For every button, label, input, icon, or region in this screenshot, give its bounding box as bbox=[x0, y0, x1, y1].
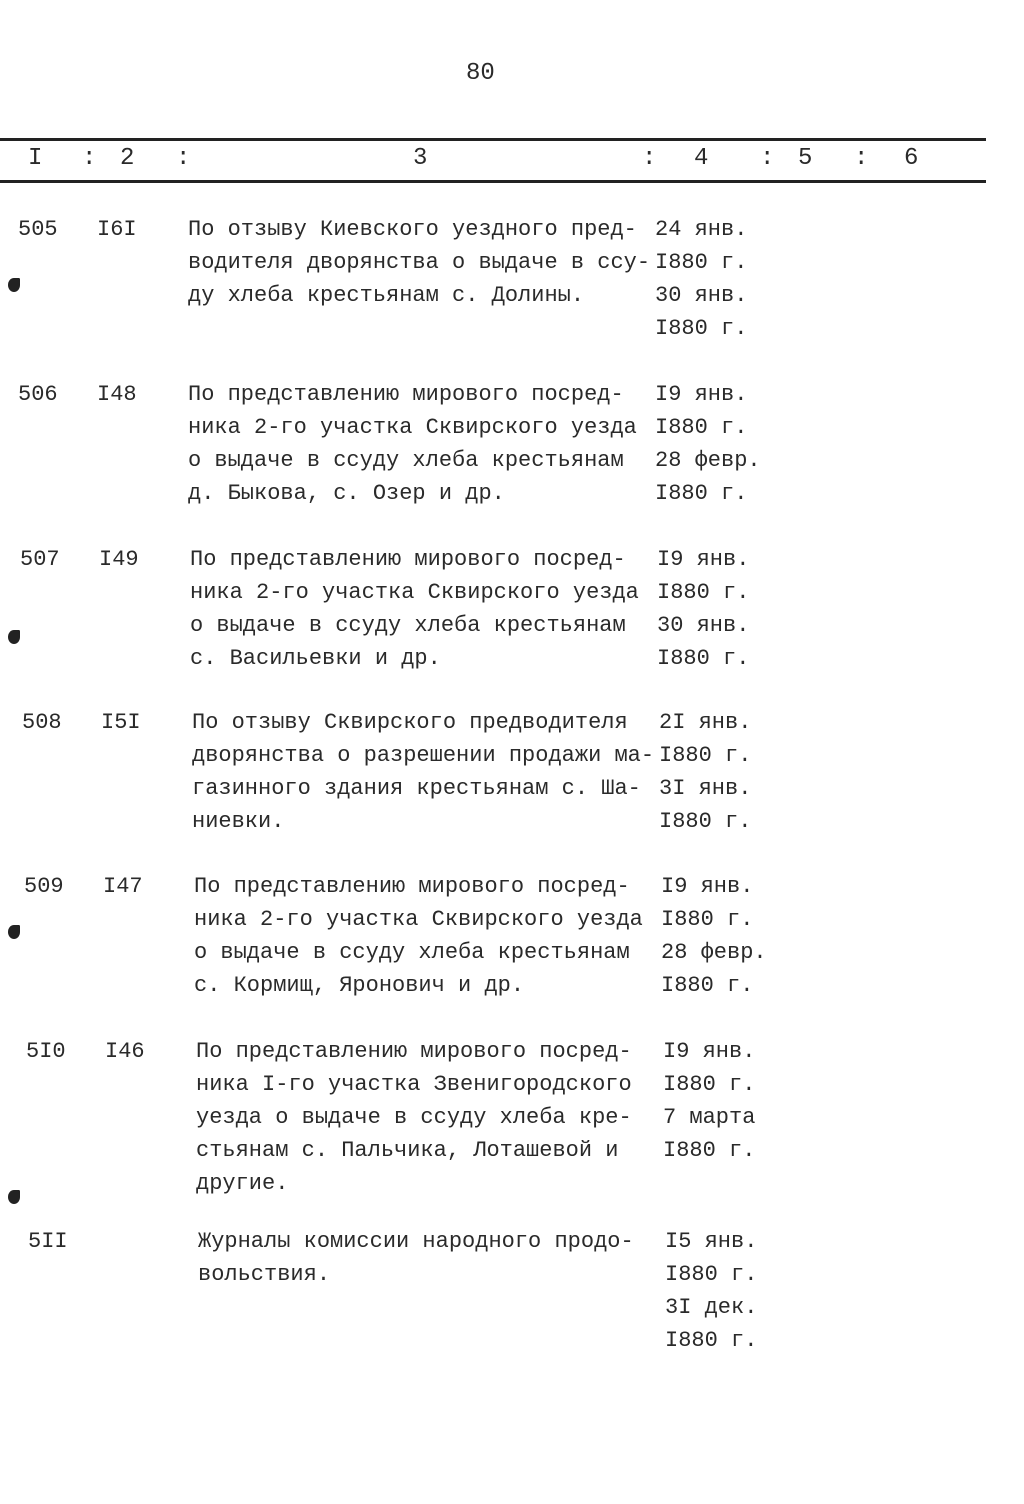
date-line: I880 г. bbox=[661, 907, 754, 932]
record-description bbox=[190, 543, 639, 675]
record-description bbox=[198, 1225, 634, 1291]
col-header-5: 5 bbox=[798, 145, 813, 172]
description-line: другие. bbox=[196, 1171, 289, 1196]
date-line: 3I янв. bbox=[659, 776, 752, 801]
description-line: с. Васильевки и др. bbox=[190, 646, 441, 671]
record-dates bbox=[659, 706, 751, 838]
date-line: 30 янв. bbox=[657, 613, 750, 638]
description-line: о выдаче в ссуду хлеба крестьянам bbox=[194, 940, 630, 965]
date-line: 2I янв. bbox=[659, 710, 752, 735]
record-number: 509 bbox=[24, 874, 64, 899]
record-number: 507 bbox=[20, 547, 60, 572]
date-line: 7 марта bbox=[663, 1105, 756, 1130]
description-line: ника I-го участка Звенигородского bbox=[196, 1072, 632, 1097]
page-number: 80 bbox=[466, 60, 495, 87]
description-line: о выдаче в ссуду хлеба крестьянам bbox=[188, 448, 624, 473]
description-line: ника 2-го участка Сквирского уезда bbox=[194, 907, 643, 932]
date-line: I880 г. bbox=[663, 1138, 756, 1163]
date-line: I880 г. bbox=[655, 481, 748, 506]
record-dates bbox=[655, 378, 761, 510]
record-description bbox=[194, 870, 643, 1002]
description-line: ду хлеба крестьянам с. Долины. bbox=[188, 283, 585, 308]
col-sep: : bbox=[760, 145, 775, 172]
date-line: I9 янв. bbox=[655, 382, 748, 407]
description-line: По представлению мирового посред- bbox=[190, 547, 626, 572]
record-dates bbox=[655, 213, 747, 345]
description-line: о выдаче в ссуду хлеба крестьянам bbox=[190, 613, 626, 638]
record-dates bbox=[663, 1035, 755, 1167]
date-line: I880 г. bbox=[665, 1262, 758, 1287]
description-line: По представлению мирового посред- bbox=[194, 874, 630, 899]
date-line: 3I дек. bbox=[665, 1295, 758, 1320]
col-header-3: 3 bbox=[413, 145, 428, 172]
punch-mark-icon bbox=[8, 1190, 20, 1204]
date-line: I880 г. bbox=[659, 743, 752, 768]
record-description bbox=[188, 213, 650, 312]
date-line: 24 янв. bbox=[655, 217, 748, 242]
description-line: водителя дворянства о выдаче в ссу- bbox=[188, 250, 651, 275]
col-header-6: 6 bbox=[904, 145, 919, 172]
description-line: дворянства о разрешении продажи ма- bbox=[192, 743, 655, 768]
col-sep: : bbox=[176, 145, 191, 172]
col-sep: : bbox=[642, 145, 657, 172]
description-line: д. Быкова, с. Озер и др. bbox=[188, 481, 505, 506]
description-line: По представлению мирового посред- bbox=[188, 382, 624, 407]
description-line: ника 2-го участка Сквирского уезда bbox=[188, 415, 637, 440]
header-bottom-rule bbox=[0, 180, 986, 183]
record-dates bbox=[661, 870, 767, 1002]
date-line: I5 янв. bbox=[665, 1229, 758, 1254]
col-header-4: 4 bbox=[694, 145, 709, 172]
date-line: 28 февр. bbox=[655, 448, 761, 473]
inventory-number: I6I bbox=[97, 217, 137, 242]
date-line: I880 г. bbox=[655, 316, 748, 341]
date-line: I880 г. bbox=[659, 809, 752, 834]
inventory-number: I49 bbox=[99, 547, 139, 572]
col-sep: : bbox=[82, 145, 97, 172]
description-line: Журналы комиссии народного продо- bbox=[198, 1229, 634, 1254]
description-line: уезда о выдаче в ссуду хлеба кре- bbox=[196, 1105, 632, 1130]
record-description bbox=[196, 1035, 632, 1200]
col-sep: : bbox=[854, 145, 869, 172]
date-line: I9 янв. bbox=[661, 874, 754, 899]
description-line: ника 2-го участка Сквирского уезда bbox=[190, 580, 639, 605]
date-line: I880 г. bbox=[657, 646, 750, 671]
date-line: I9 янв. bbox=[663, 1039, 756, 1064]
description-line: стьянам с. Пальчика, Лоташевой и bbox=[196, 1138, 619, 1163]
description-line: По отзыву Сквирского предводителя bbox=[192, 710, 628, 735]
description-line: ниевки. bbox=[192, 809, 285, 834]
date-line: I880 г. bbox=[655, 415, 748, 440]
record-dates bbox=[657, 543, 749, 675]
record-number: 506 bbox=[18, 382, 58, 407]
inventory-number: I46 bbox=[105, 1039, 145, 1064]
punch-mark-icon bbox=[8, 630, 20, 644]
col-header-1: I bbox=[28, 145, 43, 172]
header-top-rule bbox=[0, 138, 986, 141]
record-dates bbox=[665, 1225, 757, 1357]
col-header-2: 2 bbox=[120, 145, 135, 172]
description-line: вольствия. bbox=[198, 1262, 331, 1287]
record-number: 505 bbox=[18, 217, 58, 242]
date-line: I880 г. bbox=[661, 973, 754, 998]
punch-mark-icon bbox=[8, 278, 20, 292]
inventory-number: I47 bbox=[103, 874, 143, 899]
date-line: I9 янв. bbox=[657, 547, 750, 572]
record-description bbox=[192, 706, 654, 838]
description-line: По отзыву Киевского уездного пред- bbox=[188, 217, 637, 242]
date-line: I880 г. bbox=[657, 580, 750, 605]
description-line: с. Кормищ, Яронович и др. bbox=[194, 973, 525, 998]
record-number: 508 bbox=[22, 710, 62, 735]
description-line: По представлению мирового посред- bbox=[196, 1039, 632, 1064]
date-line: 28 февр. bbox=[661, 940, 767, 965]
inventory-number: I5I bbox=[101, 710, 141, 735]
record-number: 5II bbox=[28, 1229, 68, 1254]
date-line: I880 г. bbox=[663, 1072, 756, 1097]
date-line: I880 г. bbox=[655, 250, 748, 275]
date-line: I880 г. bbox=[665, 1328, 758, 1353]
inventory-number: I48 bbox=[97, 382, 137, 407]
punch-mark-icon bbox=[8, 925, 20, 939]
date-line: 30 янв. bbox=[655, 283, 748, 308]
description-line: газинного здания крестьянам с. Ша- bbox=[192, 776, 641, 801]
record-description bbox=[188, 378, 637, 510]
record-number: 5I0 bbox=[26, 1039, 66, 1064]
